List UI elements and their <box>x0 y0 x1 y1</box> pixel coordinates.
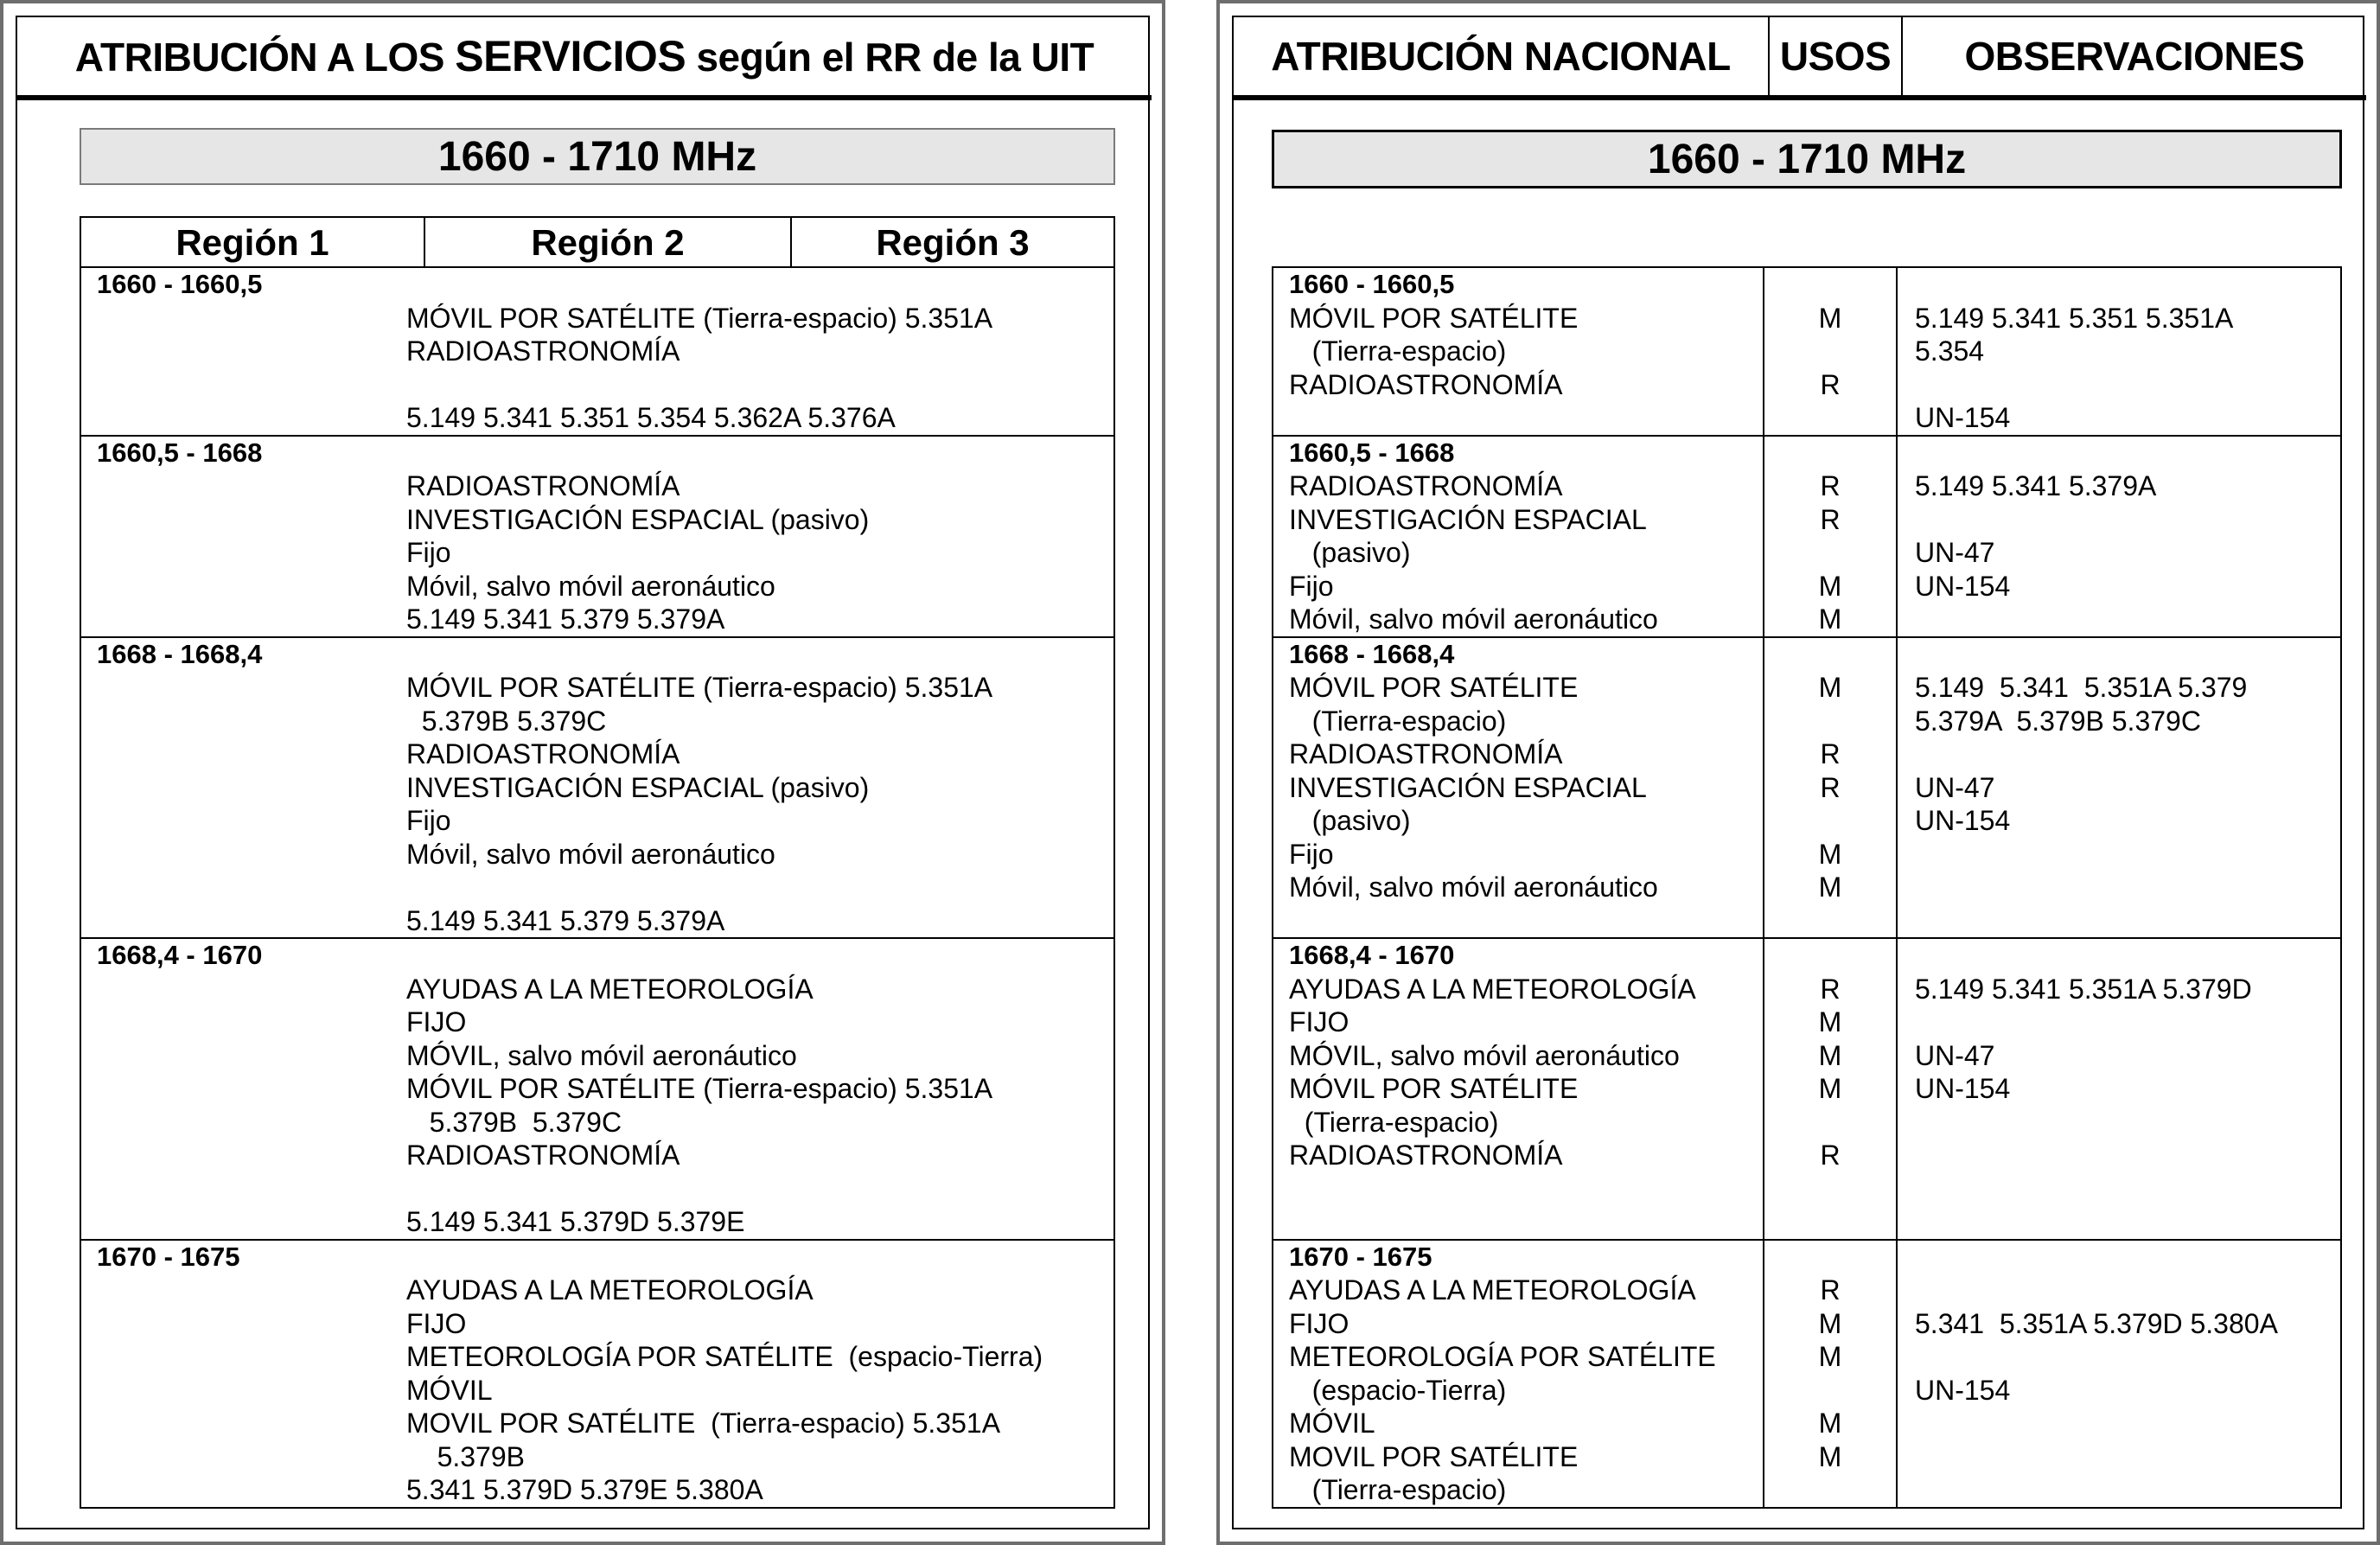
usage-code <box>1764 401 1896 435</box>
service-line: Móvil, salvo móvil aeronáutico <box>406 838 775 870</box>
observation-line <box>1898 1274 2340 1307</box>
usage-code <box>1764 1172 1896 1206</box>
service-line: MÓVIL, salvo móvil aeronáutico <box>1289 1039 1680 1071</box>
service-line: MÓVIL POR SATÉLITE <box>1289 302 1579 334</box>
usage-code <box>1764 1106 1896 1140</box>
observation-line: UN-154 <box>1915 1073 2011 1104</box>
usage-code <box>1764 705 1896 738</box>
service-line: Fijo <box>406 805 451 836</box>
service-line: (Tierra-espacio) <box>1289 1474 1507 1505</box>
table-row <box>1273 1239 2340 1507</box>
service-line: METEOROLOGÍA POR SATÉLITE (espacio-Tierra) <box>406 1341 1043 1372</box>
observation-line <box>1898 1205 2340 1239</box>
service-line: METEOROLOGÍA POR SATÉLITE <box>1289 1341 1716 1372</box>
service-line <box>1273 1172 1763 1206</box>
table-row <box>1273 636 2340 938</box>
observation-line: 5.149 5.341 5.379A <box>1915 470 2157 501</box>
service-line: FIJO <box>1289 1006 1350 1037</box>
table-row <box>81 937 1113 1239</box>
observation-line: UN-154 <box>1915 805 2011 836</box>
usos-spacer <box>1764 268 1896 302</box>
usos-cell <box>1764 939 1898 1239</box>
service-line: MOVIL POR SATÉLITE <box>1289 1440 1579 1472</box>
observation-line <box>1898 1473 2340 1507</box>
usage-code <box>1764 804 1896 838</box>
observation-line: UN-47 <box>1915 771 1995 803</box>
observation-line <box>1898 838 2340 871</box>
table-row <box>81 636 1113 938</box>
band-range: 1668,4 - 1670 <box>1289 940 1455 970</box>
service-line: (Tierra-espacio) <box>1289 1106 1499 1138</box>
observaciones-cell <box>1898 268 2340 435</box>
observation-line <box>1898 904 2340 938</box>
service-line: RADIOASTRONOMÍA <box>1289 1140 1563 1171</box>
observation-line: 5.149 5.341 5.351 5.351A <box>1915 302 2234 334</box>
table-row <box>81 1239 1113 1507</box>
frequency-band-title: 1660 - 1710 MHz <box>80 128 1115 185</box>
observation-line <box>1898 871 2340 904</box>
service-line: Fijo <box>1289 838 1334 870</box>
usos-spacer <box>1764 437 1896 470</box>
usage-code <box>1764 1205 1896 1239</box>
observaciones-cell <box>1898 939 2340 1239</box>
service-line <box>1273 904 1763 938</box>
usage-code <box>1764 904 1896 938</box>
service-line: MÓVIL <box>406 1374 493 1406</box>
usos-cell <box>1764 268 1898 435</box>
observation-line: UN-154 <box>1915 402 2011 433</box>
service-line: RADIOASTRONOMÍA <box>406 335 680 367</box>
frequency-band-title: 1660 - 1710 MHz <box>1272 130 2342 188</box>
service-line: RADIOASTRONOMÍA <box>1289 470 1563 501</box>
observation-line <box>1898 737 2340 771</box>
service-line: Fijo <box>1289 570 1334 602</box>
national-service-cell <box>1273 1241 1764 1507</box>
band-range: 1668 - 1668,4 <box>97 638 263 669</box>
usage-code: M <box>1818 302 1842 334</box>
observation-line <box>1898 368 2340 402</box>
usage-code: M <box>1818 1341 1842 1372</box>
service-line: 5.379B <box>406 1440 525 1472</box>
national-service-cell <box>1273 268 1764 435</box>
service-line: Móvil, salvo móvil aeronáutico <box>1289 871 1658 903</box>
service-line: (Tierra-espacio) <box>1289 335 1507 367</box>
table-row <box>1273 435 2340 636</box>
service-line <box>81 368 1113 402</box>
observation-line <box>1898 1139 2340 1172</box>
usage-code <box>1764 536 1896 570</box>
service-line: (Tierra-espacio) <box>1289 705 1507 737</box>
band-range: 1660,5 - 1668 <box>97 437 263 468</box>
observaciones-heading: OBSERVACIONES <box>1964 34 2305 79</box>
usage-code <box>1764 335 1896 368</box>
usage-code: M <box>1818 871 1842 903</box>
observation-line: 5.341 5.351A 5.379D 5.380A <box>1915 1307 2278 1339</box>
usage-code: R <box>1820 470 1841 501</box>
service-line: 5.149 5.341 5.351 5.354 5.362A 5.376A <box>406 402 896 433</box>
usos-spacer <box>1764 638 1896 672</box>
band-range: 1660 - 1660,5 <box>97 269 263 299</box>
observation-line: UN-154 <box>1915 570 2011 602</box>
national-allocation-heading: ATRIBUCIÓN NACIONAL <box>1234 17 1770 95</box>
service-line: RADIOASTRONOMÍA <box>406 738 680 769</box>
itu-allocation-header: ATRIBUCIÓN A LOS SERVICIOS según el RR de la UIT <box>17 17 1152 100</box>
service-line: Móvil, salvo móvil aeronáutico <box>406 570 775 602</box>
service-line: RADIOASTRONOMÍA <box>1289 738 1563 769</box>
observation-line <box>1898 503 2340 537</box>
band-range: 1660,5 - 1668 <box>1289 437 1455 468</box>
observaciones-cell <box>1898 437 2340 636</box>
service-line: RADIOASTRONOMÍA <box>1289 368 1563 400</box>
observation-line: 5.354 <box>1915 335 1985 367</box>
observaciones-spacer <box>1898 939 2340 973</box>
national-allocation-panel <box>1216 0 2380 1545</box>
observation-line <box>1898 603 2340 636</box>
service-line: RADIOASTRONOMÍA <box>406 470 680 501</box>
usage-code: M <box>1818 603 1842 635</box>
national-service-cell <box>1273 939 1764 1239</box>
service-line: AYUDAS A LA METEOROLOGÍA <box>406 1274 814 1306</box>
usage-code: R <box>1820 1140 1841 1171</box>
band-range: 1670 - 1675 <box>1289 1241 1432 1272</box>
usage-code: M <box>1818 1307 1842 1339</box>
usos-cell <box>1764 1241 1898 1507</box>
service-line: AYUDAS A LA METEOROLOGÍA <box>1289 973 1696 1005</box>
service-line: INVESTIGACIÓN ESPACIAL (pasivo) <box>406 771 870 803</box>
observation-line <box>1898 1106 2340 1140</box>
observaciones-spacer <box>1898 1241 2340 1274</box>
usage-code: M <box>1818 1408 1842 1439</box>
region-2-heading: Región 2 <box>425 218 792 268</box>
observation-line: 5.149 5.341 5.351A 5.379 <box>1915 672 2248 703</box>
service-line: Fijo <box>406 537 451 568</box>
usos-spacer <box>1764 939 1896 973</box>
usos-cell <box>1764 638 1898 938</box>
service-line: MÓVIL POR SATÉLITE (Tierra-espacio) 5.351A <box>406 302 993 334</box>
service-line <box>81 1172 1113 1206</box>
band-range: 1668,4 - 1670 <box>97 940 263 970</box>
service-line: Móvil, salvo móvil aeronáutico <box>1289 603 1658 635</box>
observation-line <box>1898 1340 2340 1374</box>
national-service-cell <box>1273 437 1764 636</box>
band-range: 1670 - 1675 <box>97 1241 240 1272</box>
service-line: MOVIL POR SATÉLITE (Tierra-espacio) 5.351A <box>406 1408 1001 1439</box>
usos-cell <box>1764 437 1898 636</box>
observation-line <box>1898 1006 2340 1039</box>
observation-line: UN-154 <box>1915 1374 2011 1406</box>
table-row <box>1273 937 2340 1239</box>
observaciones-spacer <box>1898 638 2340 672</box>
service-line: FIJO <box>406 1006 467 1037</box>
usage-code: M <box>1818 570 1842 602</box>
service-line: 5.149 5.341 5.379D 5.379E <box>406 1206 745 1237</box>
service-line: MÓVIL POR SATÉLITE (Tierra-espacio) 5.351A <box>406 672 993 703</box>
observation-line: UN-47 <box>1915 537 1995 568</box>
usage-code: R <box>1820 738 1841 769</box>
usage-code: R <box>1820 771 1841 803</box>
service-line: MÓVIL <box>1289 1408 1375 1439</box>
region-3-heading: Región 3 <box>876 222 1030 263</box>
service-line: 5.341 5.379D 5.379E 5.380A <box>406 1474 763 1505</box>
usage-code: M <box>1818 1039 1842 1071</box>
usage-code: R <box>1820 503 1841 535</box>
service-line <box>1273 401 1763 435</box>
band-range: 1660 - 1660,5 <box>1289 269 1455 299</box>
table-row <box>81 268 1113 435</box>
observaciones-cell <box>1898 638 2340 938</box>
service-line: 5.149 5.341 5.379 5.379A <box>406 904 725 936</box>
regions-header <box>80 216 1115 268</box>
service-line: INVESTIGACIÓN ESPACIAL <box>1289 771 1647 803</box>
observation-line <box>1898 1172 2340 1206</box>
table-row <box>81 435 1113 636</box>
service-line: (espacio-Tierra) <box>1289 1374 1507 1406</box>
service-line: MÓVIL POR SATÉLITE (Tierra-espacio) 5.351A <box>406 1073 993 1104</box>
service-line: MÓVIL POR SATÉLITE <box>1289 672 1579 703</box>
service-line: 5.149 5.341 5.379 5.379A <box>406 603 725 635</box>
usage-code <box>1764 1473 1896 1507</box>
usage-code: R <box>1820 1274 1841 1306</box>
observaciones-spacer <box>1898 268 2340 302</box>
service-line: INVESTIGACIÓN ESPACIAL <box>1289 503 1647 535</box>
service-line <box>1273 1205 1763 1239</box>
usage-code: M <box>1818 672 1842 703</box>
usos-heading: USOS <box>1770 17 1903 95</box>
service-line: FIJO <box>406 1307 467 1339</box>
itu-allocation-panel <box>0 0 1165 1545</box>
service-line: 5.379B 5.379C <box>406 1106 622 1138</box>
national-service-cell <box>1273 638 1764 938</box>
service-line: INVESTIGACIÓN ESPACIAL (pasivo) <box>406 503 870 535</box>
usage-code: R <box>1820 368 1841 400</box>
service-line: 5.379B 5.379C <box>406 705 607 737</box>
national-allocation-table <box>1272 266 2342 1509</box>
table-row <box>1273 268 2340 435</box>
observation-line: 5.379A 5.379B 5.379C <box>1915 705 2201 737</box>
service-line: FIJO <box>1289 1307 1350 1339</box>
usage-code: M <box>1818 1073 1842 1104</box>
observation-line: 5.149 5.341 5.351A 5.379D <box>1915 973 2252 1005</box>
observaciones-cell <box>1898 1241 2340 1507</box>
usage-code: M <box>1818 1006 1842 1037</box>
service-line: AYUDAS A LA METEOROLOGÍA <box>406 973 814 1005</box>
service-line: (pasivo) <box>1289 805 1411 836</box>
observaciones-spacer <box>1898 437 2340 470</box>
usage-code <box>1764 1374 1896 1408</box>
service-line <box>81 871 1113 904</box>
usage-code: M <box>1818 838 1842 870</box>
service-line: MÓVIL POR SATÉLITE <box>1289 1073 1579 1104</box>
usos-spacer <box>1764 1241 1896 1274</box>
national-allocation-header <box>1234 17 2366 100</box>
band-range: 1668 - 1668,4 <box>1289 638 1455 669</box>
observation-line: UN-47 <box>1915 1039 1995 1071</box>
observation-line <box>1898 1440 2340 1474</box>
service-line: AYUDAS A LA METEOROLOGÍA <box>1289 1274 1696 1306</box>
usage-code: M <box>1818 1440 1842 1472</box>
service-line: (pasivo) <box>1289 537 1411 568</box>
region-1-heading: Región 1 <box>81 218 425 268</box>
itu-allocation-table <box>80 266 1115 1509</box>
service-line: RADIOASTRONOMÍA <box>406 1140 680 1171</box>
observation-line <box>1898 1407 2340 1440</box>
usage-code: R <box>1820 973 1841 1005</box>
service-line: MÓVIL, salvo móvil aeronáutico <box>406 1039 797 1071</box>
